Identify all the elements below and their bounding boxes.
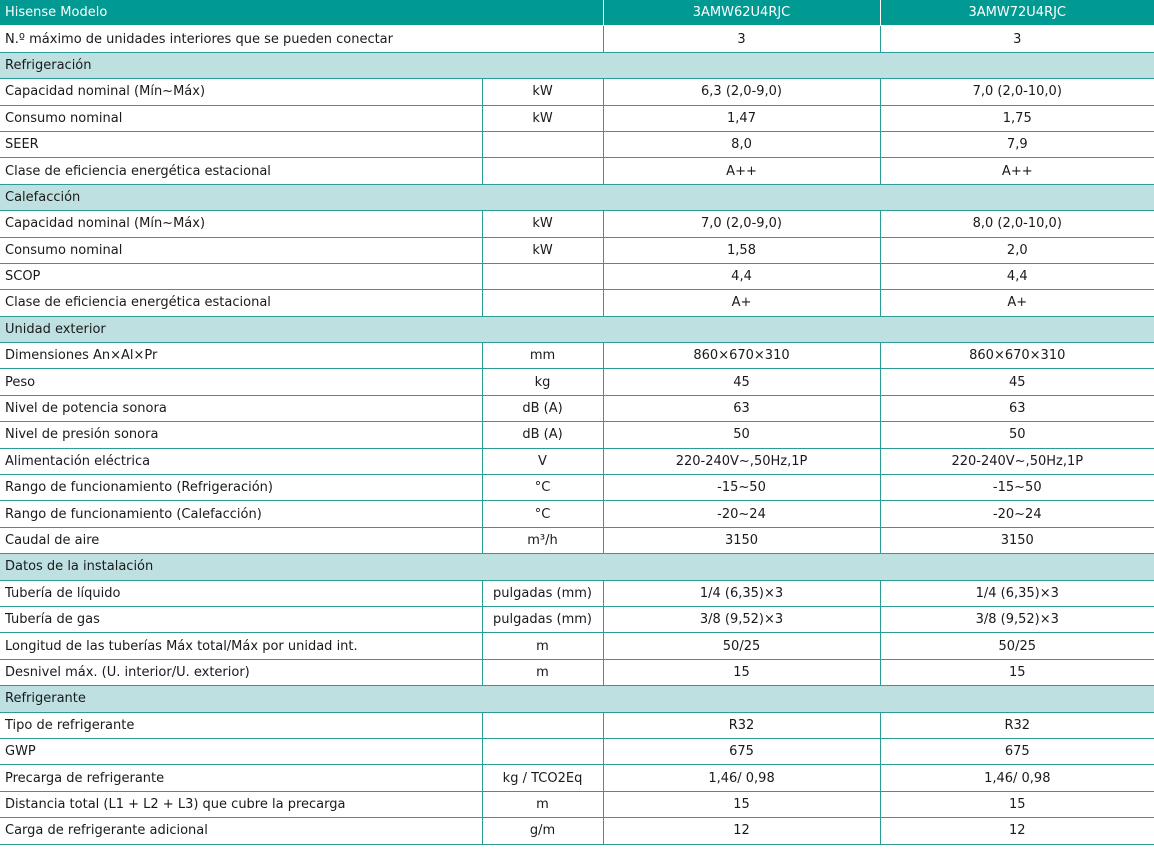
table-row — [0, 818, 1154, 844]
spec-value-model-2: 50 — [880, 422, 1154, 448]
spec-value-model-1: 50/25 — [603, 633, 880, 659]
spec-value-model-2: 8,0 (2,0-10,0) — [880, 211, 1154, 237]
spec-value-model-2: 3/8 (9,52)×3 — [880, 606, 1154, 632]
spec-value-model-2: 2,0 — [880, 237, 1154, 263]
spec-value-model-1: 1/4 (6,35)×3 — [603, 580, 880, 606]
table-row — [0, 158, 1154, 184]
spec-label: SEER — [0, 131, 482, 157]
section-title: Refrigeración — [0, 52, 1154, 78]
table-row — [0, 527, 1154, 553]
table-row — [0, 211, 1154, 237]
section-header-row — [0, 686, 1154, 712]
spec-value-model-2: A++ — [880, 158, 1154, 184]
header-label: Hisense Modelo — [0, 0, 603, 26]
table-row — [0, 131, 1154, 157]
section-header-row — [0, 316, 1154, 342]
spec-unit: kW — [482, 79, 603, 105]
spec-label: Clase de eficiencia energética estacional — [0, 290, 482, 316]
spec-label: Longitud de las tuberías Máx total/Máx por unidad int. — [0, 633, 482, 659]
spec-value-model-2: 1,75 — [880, 105, 1154, 131]
spec-value-model-1: 4,4 — [603, 263, 880, 289]
section-header-row — [0, 184, 1154, 210]
section-title: Unidad exterior — [0, 316, 1154, 342]
spec-value-model-2: -20~24 — [880, 501, 1154, 527]
table-row — [0, 606, 1154, 632]
spec-unit: dB (A) — [482, 422, 603, 448]
table-row — [0, 633, 1154, 659]
spec-unit: g/m — [482, 818, 603, 844]
spec-label: Rango de funcionamiento (Calefacción) — [0, 501, 482, 527]
table-row — [0, 79, 1154, 105]
spec-value-model-1: -20~24 — [603, 501, 880, 527]
spec-label: SCOP — [0, 263, 482, 289]
spec-value-model-1: 1,47 — [603, 105, 880, 131]
max-units-label: N.º máximo de unidades interiores que se pueden conectar — [0, 26, 603, 52]
table-row — [0, 501, 1154, 527]
spec-value-model-2: A+ — [880, 290, 1154, 316]
table-row — [0, 343, 1154, 369]
table-row — [0, 263, 1154, 289]
spec-value-model-1: 50 — [603, 422, 880, 448]
model-name-1: 3AMW62U4RJC — [603, 0, 880, 26]
spec-label: Capacidad nominal (Mín~Máx) — [0, 211, 482, 237]
section-title: Datos de la instalación — [0, 554, 1154, 580]
spec-value-model-1: 15 — [603, 791, 880, 817]
spec-unit: kg / TCO2Eq — [482, 765, 603, 791]
spec-unit: m³/h — [482, 527, 603, 553]
table-row — [0, 369, 1154, 395]
table-row — [0, 765, 1154, 791]
section-header-row — [0, 554, 1154, 580]
spec-value-model-2: 220-240V~,50Hz,1P — [880, 448, 1154, 474]
spec-label: Tubería de gas — [0, 606, 482, 632]
spec-unit: °C — [482, 475, 603, 501]
spec-unit: °C — [482, 501, 603, 527]
spec-value-model-1: 15 — [603, 659, 880, 685]
table-row — [0, 580, 1154, 606]
spec-unit — [482, 738, 603, 764]
spec-label: Desnivel máx. (U. interior/U. exterior) — [0, 659, 482, 685]
spec-value-model-1: A+ — [603, 290, 880, 316]
table-row — [0, 290, 1154, 316]
header-row — [0, 0, 1154, 26]
spec-value-model-1: 8,0 — [603, 131, 880, 157]
spec-value-model-2: -15~50 — [880, 475, 1154, 501]
spec-label: Precarga de refrigerante — [0, 765, 482, 791]
spec-value-model-2: 50/25 — [880, 633, 1154, 659]
table-row — [0, 791, 1154, 817]
table-row — [0, 395, 1154, 421]
spec-value-model-2: 15 — [880, 791, 1154, 817]
spec-unit: kg — [482, 369, 603, 395]
spec-unit — [482, 131, 603, 157]
max-units-value-1: 3 — [603, 26, 880, 52]
spec-value-model-1: 12 — [603, 818, 880, 844]
section-title: Refrigerante — [0, 686, 1154, 712]
spec-unit: m — [482, 791, 603, 817]
table-row — [0, 712, 1154, 738]
spec-value-model-1: R32 — [603, 712, 880, 738]
spec-label: Peso — [0, 369, 482, 395]
spec-value-model-1: 45 — [603, 369, 880, 395]
spec-unit: kW — [482, 211, 603, 237]
model-name-2: 3AMW72U4RJC — [880, 0, 1154, 26]
spec-value-model-2: 1/4 (6,35)×3 — [880, 580, 1154, 606]
table-row — [0, 448, 1154, 474]
spec-value-model-1: A++ — [603, 158, 880, 184]
spec-unit — [482, 263, 603, 289]
spec-label: Distancia total (L1 + L2 + L3) que cubre la precarga — [0, 791, 482, 817]
spec-label: Carga de refrigerante adicional — [0, 818, 482, 844]
section-header-row — [0, 52, 1154, 78]
spec-label: Clase de eficiencia energética estacional — [0, 158, 482, 184]
spec-label: Tipo de refrigerante — [0, 712, 482, 738]
spec-label: Dimensiones An×Al×Pr — [0, 343, 482, 369]
spec-value-model-2: 1,46/ 0,98 — [880, 765, 1154, 791]
spec-value-model-1: -15~50 — [603, 475, 880, 501]
table-row — [0, 659, 1154, 685]
section-title: Calefacción — [0, 184, 1154, 210]
spec-value-model-1: 1,46/ 0,98 — [603, 765, 880, 791]
spec-unit — [482, 712, 603, 738]
spec-value-model-2: R32 — [880, 712, 1154, 738]
spec-unit: m — [482, 659, 603, 685]
spec-unit: dB (A) — [482, 395, 603, 421]
spec-value-model-2: 15 — [880, 659, 1154, 685]
spec-value-model-1: 675 — [603, 738, 880, 764]
max-units-row — [0, 26, 1154, 52]
max-units-value-2: 3 — [880, 26, 1154, 52]
table-row — [0, 475, 1154, 501]
spec-value-model-2: 3150 — [880, 527, 1154, 553]
table-row — [0, 738, 1154, 764]
table-row — [0, 422, 1154, 448]
spec-label: Tubería de líquido — [0, 580, 482, 606]
spec-unit: kW — [482, 237, 603, 263]
spec-value-model-2: 7,0 (2,0-10,0) — [880, 79, 1154, 105]
spec-value-model-2: 12 — [880, 818, 1154, 844]
spec-value-model-2: 4,4 — [880, 263, 1154, 289]
spec-label: Consumo nominal — [0, 105, 482, 131]
spec-unit: pulgadas (mm) — [482, 580, 603, 606]
spec-unit: kW — [482, 105, 603, 131]
spec-label: GWP — [0, 738, 482, 764]
spec-value-model-2: 675 — [880, 738, 1154, 764]
spec-unit: m — [482, 633, 603, 659]
spec-value-model-1: 3/8 (9,52)×3 — [603, 606, 880, 632]
spec-value-model-2: 860×670×310 — [880, 343, 1154, 369]
spec-value-model-1: 3150 — [603, 527, 880, 553]
spec-label: Rango de funcionamiento (Refrigeración) — [0, 475, 482, 501]
spec-unit — [482, 158, 603, 184]
spec-value-model-1: 6,3 (2,0-9,0) — [603, 79, 880, 105]
spec-label: Caudal de aire — [0, 527, 482, 553]
spec-label: Alimentación eléctrica — [0, 448, 482, 474]
spec-unit: pulgadas (mm) — [482, 606, 603, 632]
spec-label: Capacidad nominal (Mín~Máx) — [0, 79, 482, 105]
table-row — [0, 105, 1154, 131]
spec-value-model-1: 63 — [603, 395, 880, 421]
spec-label: Nivel de potencia sonora — [0, 395, 482, 421]
spec-unit: V — [482, 448, 603, 474]
spec-value-model-2: 7,9 — [880, 131, 1154, 157]
spec-unit: mm — [482, 343, 603, 369]
spec-value-model-1: 1,58 — [603, 237, 880, 263]
table-row — [0, 237, 1154, 263]
spec-label: Nivel de presión sonora — [0, 422, 482, 448]
spec-value-model-1: 220-240V~,50Hz,1P — [603, 448, 880, 474]
spec-value-model-1: 7,0 (2,0-9,0) — [603, 211, 880, 237]
spec-unit — [482, 290, 603, 316]
spec-value-model-1: 860×670×310 — [603, 343, 880, 369]
spec-value-model-2: 63 — [880, 395, 1154, 421]
spec-value-model-2: 45 — [880, 369, 1154, 395]
spec-label: Consumo nominal — [0, 237, 482, 263]
